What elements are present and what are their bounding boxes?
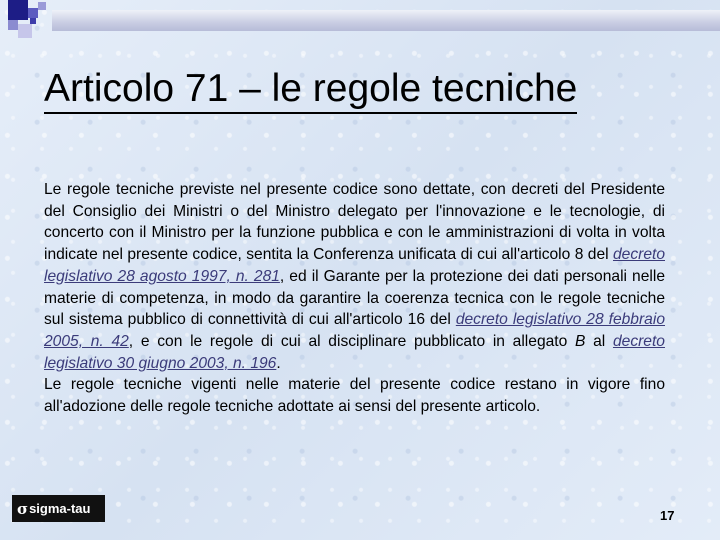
italic-text: B	[575, 332, 586, 350]
paragraph-text: , e con le regole di cui al disciplinare pubblicato in allegato	[128, 332, 575, 350]
paragraph-2: Le regole tecniche vigenti nelle materie del presente codice restano in vigore fino all'adozione delle regole tecniche adottate ai sensi del presente articolo.	[44, 376, 665, 416]
paragraph-text: , ed il Garante per la protezione dei dati personali nelle materie di competenza, in modo da garantire la coerenza tecnica con le regole tecniche sul sistema pubblico di connettività di cui all'articolo 16 del	[44, 267, 665, 329]
logo-text: sigma-tau	[29, 501, 91, 516]
slide-body	[44, 179, 665, 418]
paragraph-text: al	[585, 332, 613, 350]
decoration-top-bar	[52, 10, 720, 31]
page-number: 17	[660, 508, 675, 523]
paragraph-text: .	[276, 354, 281, 372]
paragraph-1	[44, 179, 665, 374]
sigma-tau-logo	[12, 495, 105, 522]
decree-link[interactable]: decreto legislativo 28 agosto 1997, n. 281	[44, 246, 665, 285]
decree-link[interactable]: decreto legislativo 30 giugno 2003, n. 196	[44, 332, 665, 372]
decree-link[interactable]: decreto legislativo 28 febbraio 2005, n. 42	[44, 311, 665, 350]
slide-title: Articolo 71 – le regole tecniche	[44, 68, 577, 114]
logo-symbol: σ	[17, 499, 29, 518]
paragraph-text: Le regole tecniche previste nel presente codice sono dettate, con decreti del Presidente del Consiglio dei Ministri o del Ministro delegato per l'innovazione e le tecnologie, di concerto con il Ministro per la funzione pubblica e con le amministrazioni di volta in volta indicate nel presente codice, sentita la Conferenza unificata di cui all'articolo 8 del	[44, 181, 665, 264]
